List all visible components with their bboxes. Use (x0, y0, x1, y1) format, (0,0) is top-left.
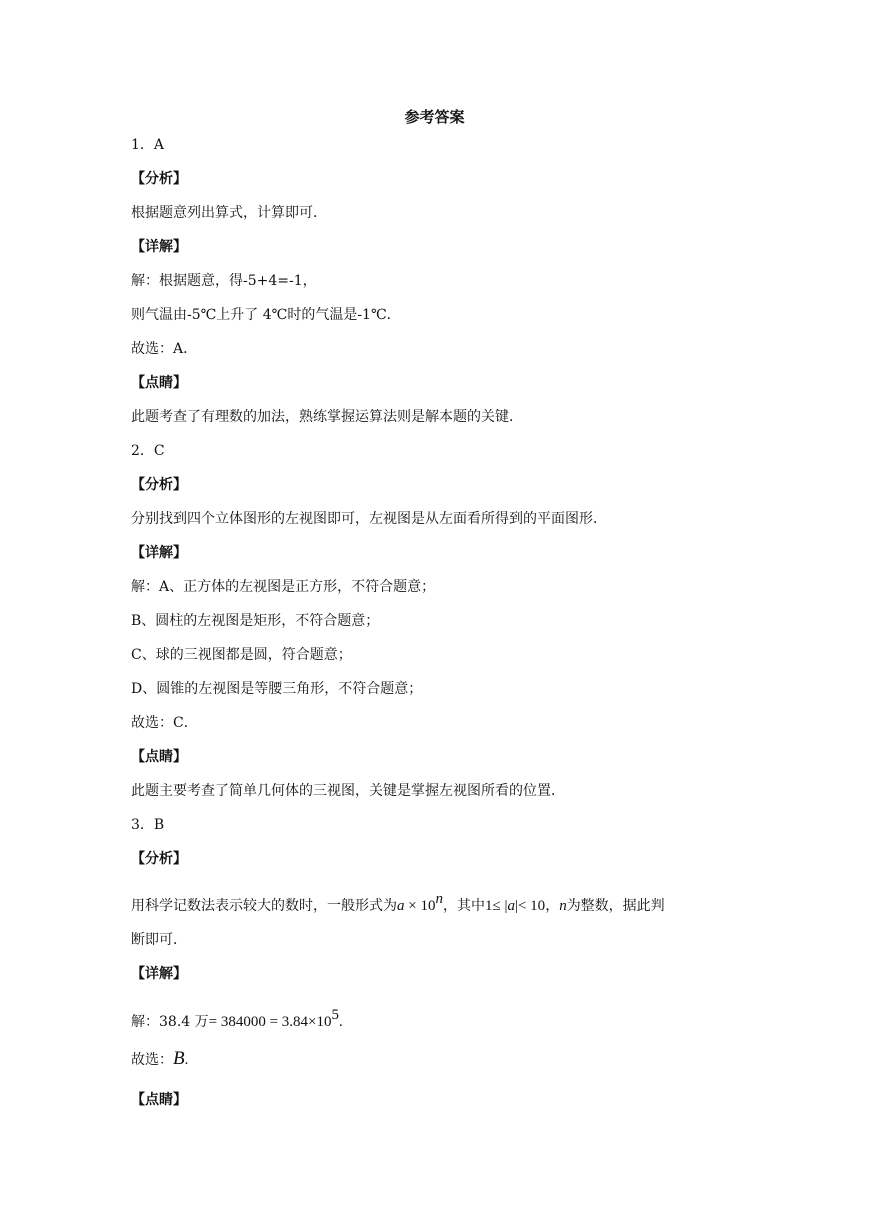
math-equation: = 384000 = 3.84×10 (208, 1014, 332, 1030)
q2-analysis-heading: 【分析】 (131, 477, 187, 493)
q2-detail-line: 解：A、正方体的左视图是正方形，不符合题意； (131, 579, 436, 595)
q1-detail-heading: 【详解】 (131, 239, 187, 255)
q1-comment: 此题考查了有理数的加法，熟练掌握运算法则是解本题的关键． (131, 409, 523, 425)
q1-detail-line: 故选：A． (131, 341, 198, 357)
math-variable-a: a (507, 898, 515, 914)
math-period: . (184, 1052, 189, 1068)
page-title: 参考答案 (404, 108, 465, 126)
q1-comment-heading: 【点睛】 (131, 375, 187, 391)
q3-analysis-text: ，其中 (442, 898, 485, 914)
math-less-than-ten: |< 10 (514, 898, 546, 914)
q3-detail-text: 故选： (131, 1052, 173, 1068)
q2-detail-line: C、球的三视图都是圆，符合题意； (131, 647, 352, 663)
math-exponent-n: n (435, 891, 443, 907)
q3-comment-heading: 【点睛】 (131, 1092, 187, 1108)
math-variable-a: a (397, 898, 405, 914)
q3-analysis-text: 用科学记数法表示较大的数时，一般形式为 (131, 898, 397, 914)
q3-analysis-text: ， (545, 898, 560, 914)
q2-detail-heading: 【详解】 (131, 545, 187, 561)
q3-detail-heading: 【详解】 (131, 966, 187, 982)
q1-answer: 1．A (131, 137, 165, 153)
q3-detail-text: 解：38.4 万 (131, 1014, 209, 1030)
q3-analysis-heading: 【分析】 (131, 851, 187, 867)
q2-detail-line: B、圆柱的左视图是矩形，不符合题意； (131, 613, 380, 629)
math-condition: ≤ | (492, 898, 508, 914)
q2-detail-line: D、圆锥的左视图是等腰三角形，不符合题意； (131, 681, 423, 697)
math-one: 1 (484, 898, 493, 914)
q3-analysis-line (131, 889, 665, 916)
math-variable-n: n (559, 898, 567, 914)
q2-comment: 此题主要考查了简单几何体的三视图，关键是掌握左视图所看的位置． (131, 783, 565, 799)
q2-detail-line: 故选：C． (131, 715, 198, 731)
q2-answer: 2．C (131, 443, 165, 459)
q3-analysis-text: 为整数，据此判 (566, 898, 665, 914)
q3-analysis-line: 断即可． (131, 932, 187, 948)
q2-comment-heading: 【点睛】 (131, 749, 187, 765)
q1-analysis-heading: 【分析】 (131, 171, 187, 187)
q1-detail-line: 解：根据题意，得-5+4=-1， (131, 273, 317, 289)
math-period: . (339, 1014, 343, 1030)
q1-detail-line: 则气温由-5℃上升了 4℃时的气温是-1℃． (131, 307, 401, 323)
q3-detail-line (131, 1005, 343, 1032)
math-answer-b: B (173, 1048, 185, 1069)
q3-answer: 3．B (131, 817, 165, 833)
q3-detail-line (131, 1049, 188, 1070)
math-exponent: 5 (331, 1007, 340, 1023)
q2-analysis: 分别找到四个立体图形的左视图即可，左视图是从左面看所得到的平面图形． (131, 511, 607, 527)
math-times-ten: × 10 (404, 898, 436, 914)
q1-analysis: 根据题意列出算式，计算即可． (131, 205, 327, 221)
